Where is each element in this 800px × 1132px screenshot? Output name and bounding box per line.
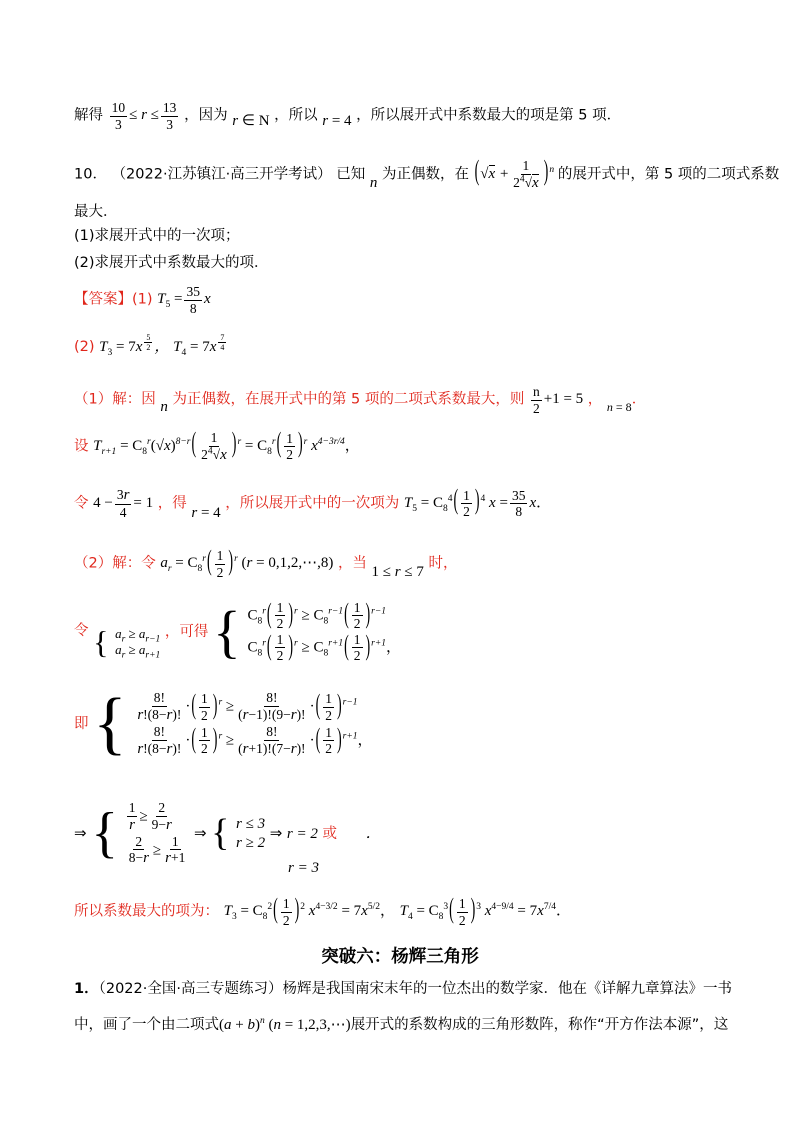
binomial-a-plus-b: $(a + b)^n$ (n = 1,2,3,⋯) — [219, 1016, 351, 1033]
problem-10-line2: 最大． — [74, 204, 118, 220]
question-1: (1)求展开式中的一次项； — [74, 228, 240, 244]
answer-part1-formula: $T_5$ = $\frac{35}{8}$ x — [157, 284, 211, 316]
simplified-system: ⇒ { $\frac{1}{r}$ ≥ $\frac{2}{9-r}$ $\frac{2}{8-r}$ ≥ $\frac{1}{r+1}$ ⇒ { r ≤ 3 r ≥ 2 ⇒ r = 2 或 ． — [74, 800, 381, 867]
final-t4: $T_4 = C_8^3$( $\frac{1}{2}$ )$^3$ $x^{4-9/4} = 7x^{7/4}$． — [399, 895, 571, 928]
section-heading: 突破六：杨辉三角形 — [321, 947, 479, 967]
binomial-system: $C_8^r$( $\frac{1}{2}$ )$^r \ge C_8^{r-1}$( $\frac{1}{2}$ )$^{r-1}$ $C_8^r$( $\frac{1}{2}$ )$^r \ge C_8^{r+1}$( $\frac{1}{2}$ )$^{r+1}$， — [247, 599, 402, 664]
final-answer-line: 所以系数最大的项为： $T_3 = C_8^2$( $\frac{1}{2}$ )$^2$ $x^{4-3/2} = 7x^{5/2}$， $T_4 = C_8^3$( $\frac{1}{2}$ )$^3$ $x^{4-9/4} = 7x^{7/4}$． — [74, 895, 571, 928]
r-equals-4b: r = 4 — [191, 505, 221, 522]
exponent-equation: 4 − $\frac{3r}{4}$ = 1 — [93, 487, 154, 521]
solution-line-r-range: 解得 $\frac{10}{3}$ ≤ r ≤ $\frac{13}{3}$ ，因为 r ∈ N ，所以 r = 4 ，所以展开式中系数最大的项是第 5 项． — [74, 100, 622, 132]
solution-1-line1: （1）解：因 n 为正偶数，在展开式中的第 5 项的二项式系数最大，则 $\frac{n}{2}$ +1 = 5 ， $_{n = 8}$． — [74, 384, 647, 416]
answer-part2-formula: $T_3 = 7x$ $^{\frac{5}{2}}$ ， $T_4 = 7x$ $^{\frac{7}{4}}$ — [99, 333, 225, 358]
solution-2-line1: （2）解：令 $a_r = C_8^r$( $\frac{1}{2}$ )$^r$ (r = 0,1,2,⋯,8) ，当 1 ≤ r ≤ 7 时， — [74, 547, 458, 581]
factorial-system: 即 { $\frac{8!}{r!(8-r)!}$ ·( $\frac{1}{2}$ )$^r$ ≥ $\frac{8!}{(r-1)!(9-r)!}$ ·( $\frac{1}{2}$ )$^{r-1}$ $\frac{8!}{r!(8-r)!}$ ·( $\frac{1}{2}$ )$^r$ ≥ $\frac{8!}{(r+1)!(7-r)!}$ ·( $\frac{1}{2}$ )$^{r+1}$， — [74, 685, 373, 762]
r-bounds: r ≤ 3 r ≥ 2 — [236, 816, 266, 851]
inequality-r: $\frac{10}{3}$ ≤ r ≤ $\frac{13}{3}$ — [111, 100, 177, 132]
final-t3: $T_3 = C_8^2$( $\frac{1}{2}$ )$^2$ $x^{4-3/2} = 7x^{5/2}$， — [223, 895, 395, 928]
factorial-inequalities: $\frac{8!}{r!(8-r)!}$ ·( $\frac{1}{2}$ )$^r$ ≥ $\frac{8!}{(r-1)!(9-r)!}$ ·( $\frac{1}{2}$ )$^{r-1}$ $\frac{8!}{r!(8-r)!}$ ·( $\frac{1}{2}$ )$^r$ ≥ $\frac{8!}{(r+1)!(7-r)!}$ ·( $\frac{1}{2}$ )$^{r+1}$， — [137, 690, 373, 757]
ar-definition: $a_r = C_8^r$( $\frac{1}{2}$ )$^r$ (r = 0,1,2,⋯,8) — [160, 547, 334, 580]
inequality-system: 令 { $a_r \ge a_{r-1}$ $a_r \ge a_{r+1}$ ，可得 { $C_8^r$( $\frac{1}{2}$ )$^r \ge C_8^{r-1}$( $\frac{1}{2}$ )$^{r-1}$ $C_8^r$( $\frac{1}{2}$ )$^r \ge C_8^{r+1}$( $\frac{1}{2}$ )$^{r+1}$， — [74, 599, 402, 664]
binomial-expression: (√x + $\frac{1}{2^4√x}$ )$^n$ — [474, 158, 555, 191]
reciprocal-inequalities: $\frac{1}{r}$ ≥ $\frac{2}{9-r}$ $\frac{2}{8-r}$ ≥ $\frac{1}{r+1}$ — [128, 800, 186, 867]
answer-part2: (2) $T_3 = 7x$ $^{\frac{5}{2}}$ ， $T_4 = 7x$ $^{\frac{7}{4}}$ — [74, 333, 228, 356]
r-equals-4: r = 4 — [322, 113, 352, 130]
r-range: 1 ≤ r ≤ 7 — [371, 564, 424, 581]
t5-formula: $T_5 = C_8^4$( $\frac{1}{2}$ )$^4$ x = $\frac{35}{8}$ x． — [403, 487, 552, 520]
answer-part1: 【答案】(1) $T_5$ = $\frac{35}{8}$ x — [74, 284, 211, 316]
problem-10-statement: 10． （2022·江苏镇江·高三开学考试） 已知 n 为正偶数，在 (√x + $\frac{1}{2^4√x}$ )$^n$ 的展开式中，第 5 项的二项式系数 — [74, 158, 780, 192]
ar-system: $a_r \ge a_{r-1}$ $a_r \ge a_{r+1}$ — [115, 625, 161, 661]
n-equals-8: n = 8 — [606, 400, 632, 415]
r-in-n: r ∈ N — [232, 113, 270, 130]
linear-term-line: 令 4 − $\frac{3r}{4}$ = 1 ，得 r = 4 ，所以展开式中的一次项为 $T_5 = C_8^4$( $\frac{1}{2}$ )$^4$ x = $\frac{35}{8}$ x． — [74, 487, 552, 522]
problem-1-line2: 中，画了一个由二项式$(a + b)^n$ (n = 1,2,3,⋯)展开式的系数构成的三角形数阵，称作“开方作法本源”，这 — [74, 1016, 729, 1033]
problem-1-line1: 1．（2022·全国·高三专题练习）杨辉是我国南宋末年的一位杰出的数学家．他在《详解九章算法》一书 — [74, 981, 732, 997]
n-half-plus-one: $\frac{n}{2}$ +1 = 5 — [533, 384, 584, 416]
r-equals-3: r = 3 — [288, 860, 319, 876]
general-term-formula: $T_{r+1} = C_8^r(√x)^{8-r}$( $\frac{1}{2^4√x}$ )$^r = C_8^r$( $\frac{1}{2}$ )$^r$ $x^{4-3r/4}$， — [93, 430, 360, 463]
question-2: (2)求展开式中系数最大的项． — [74, 255, 269, 271]
general-term: 设 $T_{r+1} = C_8^r(√x)^{8-r}$( $\frac{1}{2^4√x}$ )$^r = C_8^r$( $\frac{1}{2}$ )$^r$ $x^{4-3r/4}$， — [74, 430, 360, 463]
